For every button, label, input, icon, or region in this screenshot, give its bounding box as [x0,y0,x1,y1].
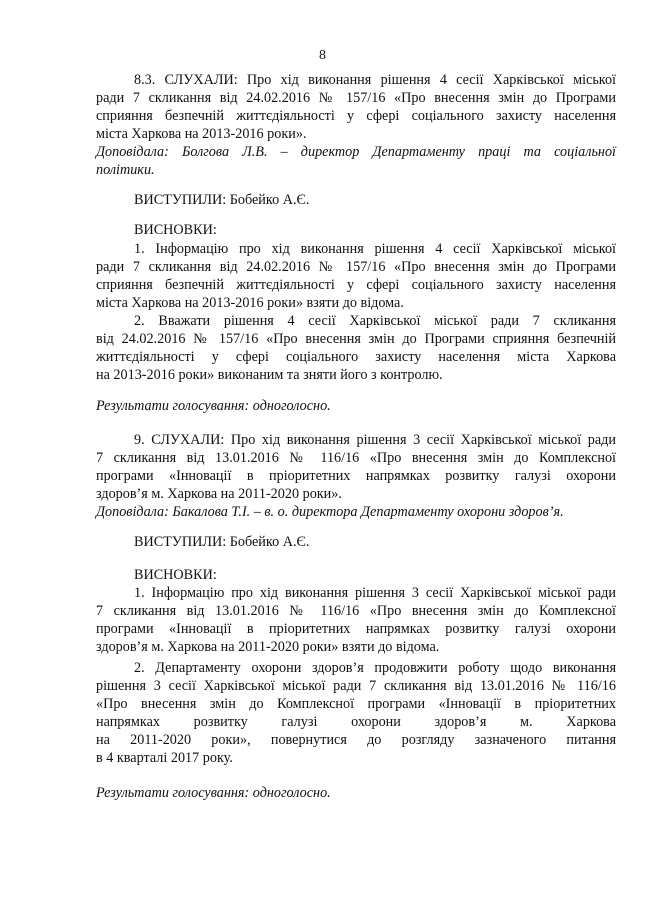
conclusion-line: 2. Вважати рішення 4 сесії Харківської міської ради 7 скликання [134,313,616,329]
conclusion-line: 1. Інформацію про хід виконання рішення 3 сесії Харківської міської ради [134,585,616,601]
conclusion-line: 2. Департаменту охорони здоров’я продовжити роботу щодо виконання [134,660,616,676]
conclusion-line: 7 скликання від 13.01.2016 № 116/16 «Про внесення змін до Комплексної [96,603,616,619]
heard-line: здоров’я м. Харкова на 2011-2020 роки». [96,486,342,502]
conclusion-line: «Про внесення змін до Комплексної програми «Інновації в пріоритетних [96,696,616,712]
heard-line: сприяння безпечній життєдіяльності у сфері соціального захисту населення [96,108,616,124]
reporter-line: політики. [96,162,155,178]
vote-result: Результати голосування: одноголосно. [96,785,331,801]
heard-line: міста Харкова на 2013-2016 роки». [96,126,307,142]
reporter-line: Доповідала: Бакалова Т.І. – в. о. директора Департаменту охорони здоров’я. [96,504,564,520]
page-number: 8 [319,48,326,63]
spoke-line: ВИСТУПИЛИ: Бобейко А.Є. [134,534,310,550]
conclusion-line: на 2011-2020 роки», повернутися до розгляду зазначеного питання [96,732,616,748]
conclusion-line: рішення 3 сесії Харківської міської ради 7 скликання від 13.01.2016 № 116/16 [96,678,616,694]
conclusion-line: 1. Інформацію про хід виконання рішення 4 сесії Харківської міської [134,241,616,257]
conclusion-line: на 2013-2016 роки» виконаним та зняти його з контролю. [96,367,443,383]
conclusion-line: життєдіяльності у сфері соціального захисту населення міста Харкова [96,349,616,365]
conclusion-line: від 24.02.2016 № 157/16 «Про внесення змін до Програми сприяння безпечній [96,331,616,347]
conclusion-line: ради 7 скликання від 24.02.2016 № 157/16 «Про внесення змін до Програми [96,259,616,275]
heard-line: ради 7 скликання від 24.02.2016 № 157/16 «Про внесення змін до Програми [96,90,616,106]
heard-line: 9. СЛУХАЛИ: Про хід виконання рішення 3 сесії Харківської міської ради [134,432,616,448]
vote-result: Результати голосування: одноголосно. [96,398,331,414]
heard-line: програми «Інновації в пріоритетних напрямках розвитку галузі охорони [96,468,616,484]
conclusion-line: сприяння безпечній життєдіяльності у сфері соціального захисту населення [96,277,616,293]
conclusion-line: міста Харкова на 2013-2016 роки» взяти до відома. [96,295,404,311]
spoke-line: ВИСТУПИЛИ: Бобейко А.Є. [134,192,310,208]
heard-line: 7 скликання від 13.01.2016 № 116/16 «Про внесення змін до Комплексної [96,450,616,466]
reporter-line: Доповідала: Болгова Л.В. – директор Департаменту праці та соціальної [96,144,616,160]
conclusion-line: здоров’я м. Харкова на 2011-2020 роки» взяти до відома. [96,639,440,655]
conclusion-line: напрямках розвитку галузі охорони здоров’я м. Харкова [96,714,616,730]
heard-line: 8.3. СЛУХАЛИ: Про хід виконання рішення 4 сесії Харківської міської [134,72,616,88]
conclusion-line: в 4 кварталі 2017 року. [96,750,233,766]
conclusions-title: ВИСНОВКИ: [134,222,217,238]
conclusions-title: ВИСНОВКИ: [134,567,217,583]
conclusion-line: програми «Інновації в пріоритетних напрямках розвитку галузі охорони [96,621,616,637]
